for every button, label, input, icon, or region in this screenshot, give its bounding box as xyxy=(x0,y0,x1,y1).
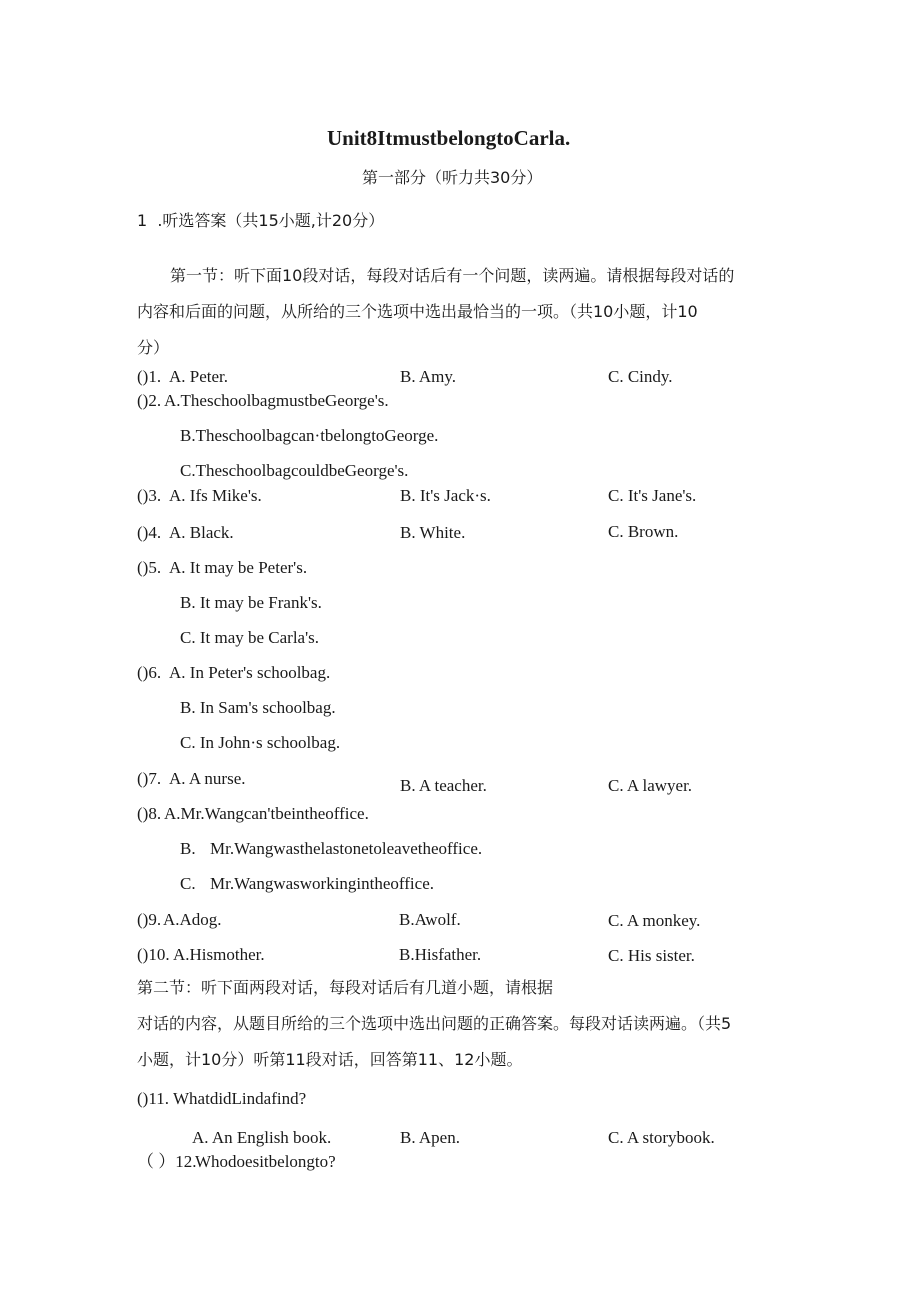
q11-question: WhatdidLindafind? xyxy=(173,1089,307,1108)
q10-option-b: B.Hisfather. xyxy=(399,945,482,964)
q1-option-b: B. Amy. xyxy=(400,367,457,386)
q5-prefix: ()5. xyxy=(137,558,162,577)
q8-option-c: Mr.Wangwasworkingintheoffice. xyxy=(210,874,434,893)
q3-prefix: ()3. xyxy=(137,486,162,505)
q5-option-c: C. It may be Carla's. xyxy=(180,628,320,647)
q3-option-a: A. Ifs Mike's. xyxy=(169,486,262,505)
section1-instruction-line-3: 分） xyxy=(137,338,170,357)
part-heading: 第一部分（听力共30分） xyxy=(362,168,543,187)
q6-option-a: A. In Peter's schoolbag. xyxy=(169,663,331,682)
q1-option-a: A. Peter. xyxy=(169,367,229,386)
q1-option-c: C. Cindy. xyxy=(608,367,673,386)
q5-option-a: A. It may be Peter's. xyxy=(169,558,308,577)
q10-prefix: ()10. xyxy=(137,945,170,964)
q7-option-b: B. A teacher. xyxy=(400,776,487,795)
q10-option-c: C. His sister. xyxy=(608,946,695,965)
q5-option-b: B. It may be Frank's. xyxy=(180,593,322,612)
q2-prefix: ()2. xyxy=(137,391,162,410)
section-heading: 1 .听选答案（共15小题,计20分） xyxy=(137,211,385,230)
section2-instruction-line-2: 对话的内容，从题目所给的三个选项中选出问题的正确答案。每段对话读两遍。（共5 xyxy=(137,1014,732,1033)
q4-option-a: A. Black. xyxy=(169,523,234,542)
q6-option-c: C. In John·s schoolbag. xyxy=(180,733,341,752)
q4-option-b: B. White. xyxy=(400,523,466,542)
q6-prefix: ()6. xyxy=(137,663,162,682)
q3-option-c: C. It's Jane's. xyxy=(608,486,697,505)
q9-option-a: A.Adog. xyxy=(163,910,222,929)
q7-option-a: A. A nurse. xyxy=(169,769,246,788)
q8-option-c-label: C. xyxy=(180,874,196,893)
q12-prefix: （ ）12. xyxy=(137,1152,197,1171)
q10-option-a: A.Hismother. xyxy=(173,945,265,964)
q8-option-b-label: B. xyxy=(180,839,196,858)
q2-option-c: C.TheschoolbagcouldbeGeorge's. xyxy=(180,461,409,480)
q11-option-b: B. Apen. xyxy=(400,1128,460,1147)
q8-prefix: ()8. xyxy=(137,804,162,823)
q8-option-a: A.Mr.Wangcan'tbeintheoffice. xyxy=(164,804,369,823)
q7-option-c: C. A lawyer. xyxy=(608,776,693,795)
q2-option-a: A.TheschoolbagmustbeGeorge's. xyxy=(164,391,389,410)
q7-prefix: ()7. xyxy=(137,769,162,788)
q6-option-b: B. In Sam's schoolbag. xyxy=(180,698,336,717)
q4-prefix: ()4. xyxy=(137,523,162,542)
q2-option-b: B.Theschoolbagcan·tbelongtoGeorge. xyxy=(180,426,439,445)
q4-option-c: C. Brown. xyxy=(608,522,679,541)
q8-option-b: Mr.Wangwasthelastonetoleavetheoffice. xyxy=(210,839,483,858)
q9-prefix: ()9. xyxy=(137,910,162,929)
section2-instruction-line-3: 小题，计10分）听第11段对话，回答第11、12小题。 xyxy=(137,1050,523,1069)
page-title: Unit8ItmustbelongtoCarla. xyxy=(327,126,571,150)
section1-instruction-line-2: 内容和后面的问题，从所给的三个选项中选出最恰当的一项。（共10小题，计10 xyxy=(137,302,698,321)
section2-instruction-line-1: 第二节：听下面两段对话，每段对话后有几道小题，请根据 xyxy=(137,978,554,997)
q11-option-a: A. An English book. xyxy=(192,1128,332,1147)
q9-option-b: B.Awolf. xyxy=(399,910,461,929)
section1-instruction-line-1: 第一节：听下面10段对话，每段对话后有一个问题，读两遍。请根据每段对话的 xyxy=(170,266,735,285)
q11-prefix: ()11. xyxy=(137,1089,169,1108)
q9-option-c: C. A monkey. xyxy=(608,911,701,930)
q12-question: Whodoesitbelongto? xyxy=(195,1152,336,1171)
q1-prefix: ()1. xyxy=(137,367,162,386)
q3-option-b: B. It's Jack·s. xyxy=(400,486,491,505)
q11-option-c: C. A storybook. xyxy=(608,1128,715,1147)
